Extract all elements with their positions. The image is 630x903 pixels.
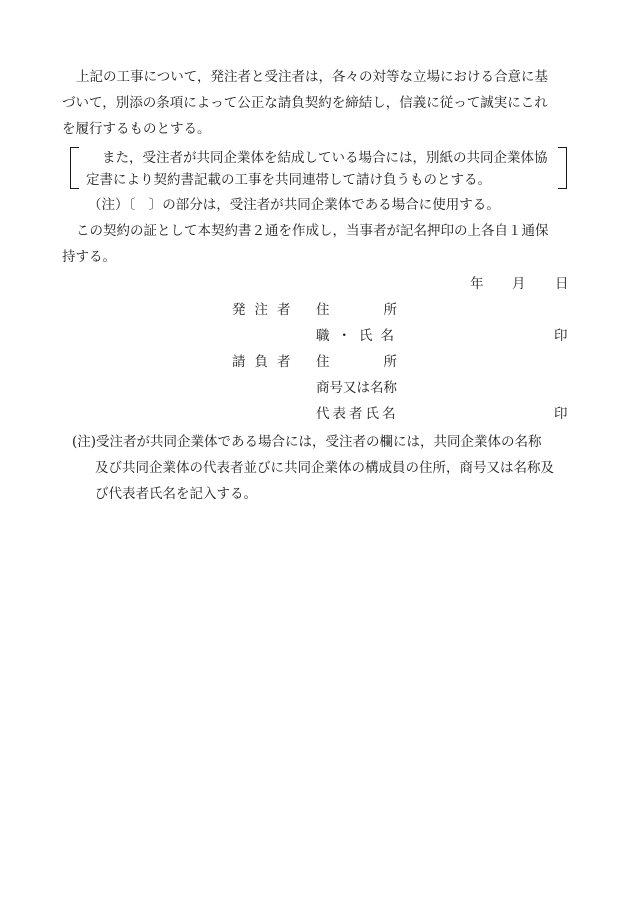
- date-year: 年: [470, 276, 484, 292]
- contractor-seal: 印: [554, 406, 568, 422]
- agreement-line-2: づいて，別添の条項によって公正な請負契約を締結し，信義に従って誠実にこれ: [62, 95, 548, 111]
- jv-note-line-3: び代表者氏名を記入する。: [95, 486, 257, 502]
- jv-clause-line-1: また，受注者が共同企業体を結成している場合には，別紙の共同企業体協: [102, 150, 548, 166]
- jv-bracket-clause: [70, 147, 567, 189]
- jv-clause-text: [86, 147, 548, 191]
- note-bracket-usage: （注）〔 〕の部分は，受注者が共同企業体である場合に使用する。: [88, 197, 500, 213]
- contractor-trade-name-label: 商号又は名称: [316, 380, 397, 396]
- agreement-line-3: を履行するものとする。: [62, 121, 211, 137]
- jv-note-line-2: 及び共同企業体の代表者並びに共同企業体の構成員の住所，商号又は名称及: [95, 460, 554, 476]
- contractor-label: 請負者: [232, 354, 300, 370]
- orderer-name-label: 職・氏名: [316, 328, 402, 344]
- date-day: 日: [555, 276, 569, 292]
- execution-line-2: 持する。: [62, 249, 116, 265]
- execution-line-1: この契約の証として本契約書２通を作成し，当事者が記名押印の上各自１通保: [76, 223, 549, 239]
- jv-clause-line-2: 定書により契約書記載の工事を共同連帯して請け負うものとする。: [86, 172, 491, 188]
- agreement-paragraph: [62, 64, 572, 142]
- left-bracket: [70, 147, 79, 189]
- orderer-address-label: 住所: [316, 302, 451, 318]
- jv-note-line-1: (注)受注者が共同企業体である場合には，受注者の欄には，共同企業体の名称: [72, 434, 542, 450]
- agreement-line-1: 上記の工事について，発注者と受注者は，各々の対等な立場における合意に基: [76, 69, 548, 85]
- orderer-seal: 印: [554, 328, 568, 344]
- orderer-label: 発注者: [232, 302, 300, 318]
- contractor-rep-label: 代表者氏名: [316, 406, 399, 422]
- date-month: 月: [512, 276, 526, 292]
- right-bracket: [558, 147, 567, 189]
- contractor-address-label: 住所: [316, 354, 451, 370]
